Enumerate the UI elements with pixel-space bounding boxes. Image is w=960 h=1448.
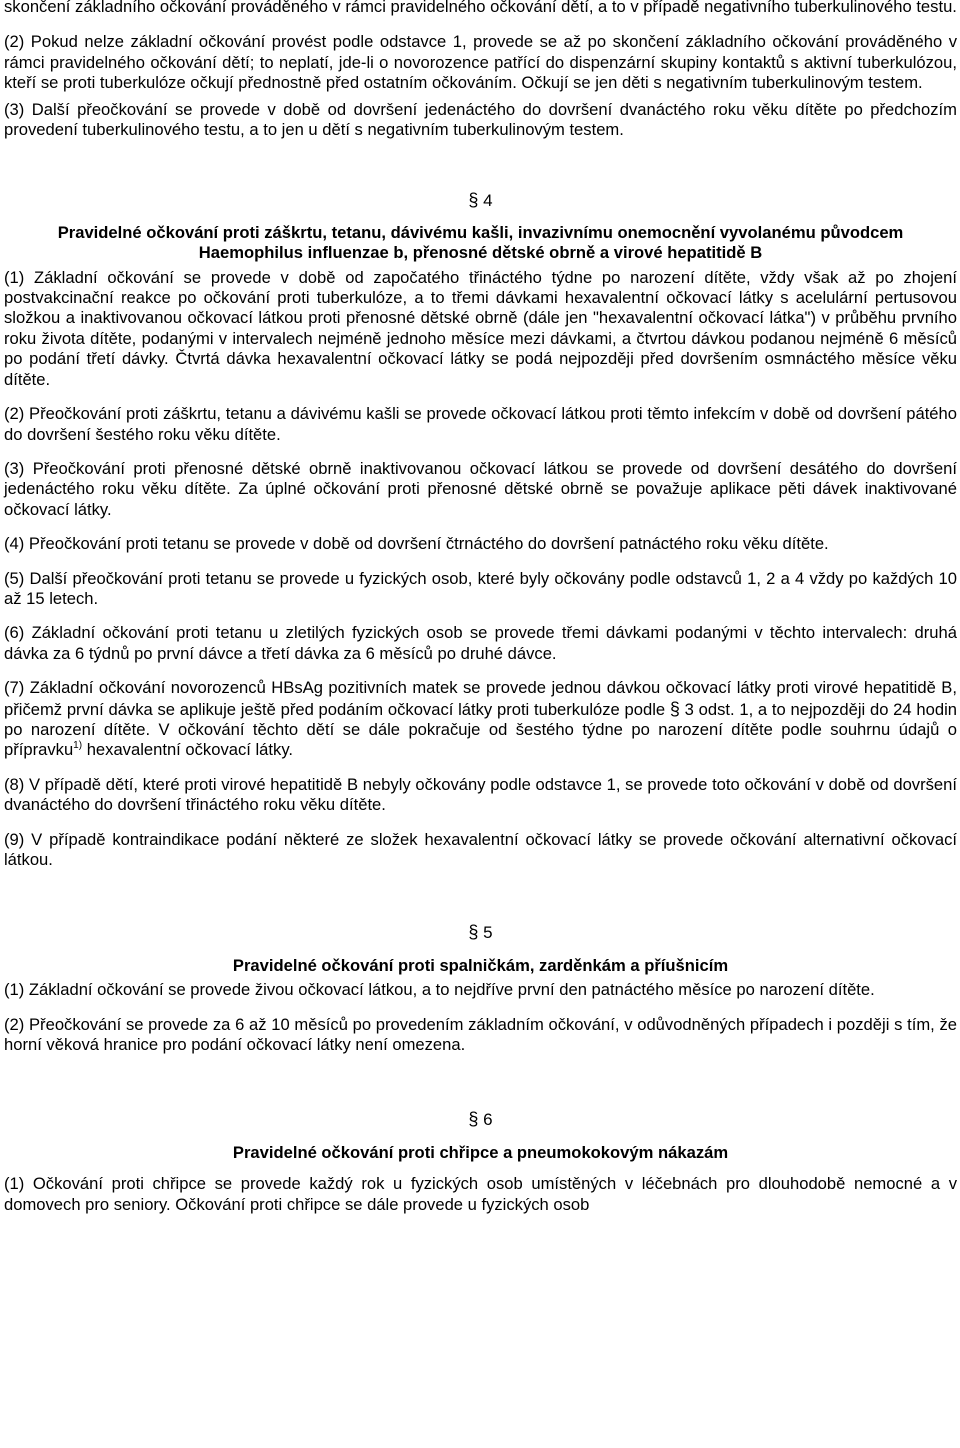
- section-4-number: 4: [483, 191, 493, 211]
- section-6-title: Pravidelné očkování proti chřipce a pneumokokovým nákazám: [232, 1142, 729, 1162]
- paragraph-4-9: (9) V případě kontraindikace podání některé ze složek hexavalentní očkovací látky se provede očkování alternativní očkovací látkou.: [4, 829, 957, 869]
- section-6-heading: [4, 1109, 957, 1130]
- paragraph-4-7-reference: 3 odst. 1: [684, 699, 749, 719]
- paragraph-4-2: (2) Přeočkování proti záškrtu, tetanu a dávivému kašli se provede očkovací látkou proti těmto infekcím v době od dovršení pátého do dovršení šestého roku věku dítěte.: [4, 404, 957, 444]
- section-symbol: §: [468, 922, 479, 943]
- footnote-marker: 1): [73, 740, 83, 752]
- section-6-number: 6: [483, 1110, 493, 1130]
- paragraph-3-2: (2) Pokud nelze základní očkování provést podle odstavce 1, provede se až po skončení základního očkování prováděného v rámci pravidelného očkování dětí; to neplatí, jde-li o novorozence patřící do dispenzární skupiny kontaktů s aktivní tuberkulózou, kteří se proti tuberkulóze očkují přednostně před ostatním očkováním. Očkují se jen děti s negativním tuberkulinovým testem.: [4, 32, 957, 93]
- paragraph-4-1: (1) Základní očkování se provede v době od započatého třináctého týdne po narození dítěte, vždy však až po zhojení postvakcinační reakce po očkování proti tuberkulóze, a to třemi dávkami hexavalentní očkovací látky s acelulární pertusovou složkou a inaktivovanou očkovací látkou proti přenosné dětské obrně (dále jen "hexavalentní očkovací látka") v průběhu prvního roku života dítěte, podanými v intervalech nejméně jednoho měsíce mezi dávkami, a čtvrtou dávkou podanou nejméně 6 měsíců po podání třetí dávky. Čtvrtá dávka hexavalentní očkovací látky se podá nejpozději před dovršením osmnáctého měsíce věku dítěte.: [4, 267, 957, 389]
- paragraph-4-7: [4, 678, 957, 761]
- section-symbol: §: [468, 1109, 479, 1130]
- paragraph-4-7-part-c: hexavalentní očkovací látky.: [82, 740, 293, 760]
- paragraph-4-8: (8) V případě dětí, které proti virové hepatitidě B nebyly očkovány podle odstavce 1, se provede toto očkování v době od dovršení dvanáctého do dovršení třináctého roku věku dítěte.: [4, 774, 957, 815]
- section-5-number: 5: [483, 923, 493, 943]
- paragraph-6-1: (1) Očkování proti chřipce se provede každý rok u fyzických osob umístěných v léčebnách pro dlouhodobě nemocné a v domovech pro seniory. Očkování proti chřipce se dále provede u fyzických osob: [4, 1174, 957, 1214]
- paragraph-3-3: (3) Další přeočkování se provede v době od dovršení jedenáctého do dovršení dvanáctého roku věku dítěte po předchozím provedení tuberkulinového testu, a to jen u dětí s negativním tuberkulinovým testem.: [4, 99, 957, 140]
- paragraph-4-7-part-a: (7) Základní očkování novorozenců HBsAg pozitivních matek se provede jednou dávkou očkovací látky proti virové hepatitidě B, přičemž první dávka se aplikuje ještě před podáním očkovací látky proti tuberkulóze podle: [4, 678, 957, 719]
- section-4-heading: [4, 190, 957, 211]
- document-page: [4, 0, 957, 1215]
- section-symbol: §: [468, 190, 479, 211]
- paragraph-5-2: (2) Přeočkování se provede za 6 až 10 měsíců po provedením základním očkování, v odůvodněných případech i později s tím, že horní věková hranice pro podání očkovací látky není omezena.: [4, 1014, 957, 1055]
- paragraph-4-5: (5) Další přeočkování proti tetanu se provede u fyzických osob, které byly očkovány podle odstavců 1, 2 a 4 vždy po každých 10 až 15 letech.: [4, 568, 957, 608]
- paragraph-4-4: (4) Přeočkování proti tetanu se provede v době od dovršení čtrnáctého do dovršení patnáctého roku věku dítěte.: [4, 534, 829, 554]
- paragraph-4-6: (6) Základní očkování proti tetanu u zletilých fyzických osob se provede třemi dávkami podanými v těchto intervalech: druhá dávka za 6 týdnů po první dávce a třetí dávka za 6 měsíců po druhé dávce.: [4, 623, 957, 663]
- paragraph-4-3: (3) Přeočkování proti přenosné dětské obrně inaktivovanou očkovací látkou se provede od dovršení desátého do dovršení jedenáctého roku věku dítěte. Za úplné očkování proti přenosné dětské obrně se považuje aplikace pěti dávek inaktivované očkovací látky.: [4, 458, 957, 519]
- section-4-title: Pravidelné očkování proti záškrtu, tetanu, dávivému kašli, invazivnímu onemocnění vyvolanému původcem Haemophilus influenzae b, přenosné dětské obrně a virové hepatitidě B: [57, 222, 904, 263]
- section-5-title: Pravidelné očkování proti spalničkám, zarděnkám a příušnicím: [232, 955, 729, 975]
- section-symbol: §: [669, 698, 680, 719]
- paragraph-4-7-part-b: , a to nejpozději do 24 hodin po narození dítěte. V očkování těchto dětí se dále pokračuje od šestého týdne po narození dítěte podle souhrnu údajů o přípravku: [4, 699, 957, 760]
- section-5-heading: [4, 922, 957, 943]
- paragraph-continuation: skončení základního očkování prováděného v rámci pravidelného očkování dětí, a to v případě negativního tuberkulinového testu.: [4, 0, 957, 16]
- paragraph-5-1: (1) Základní očkování se provede živou očkovací látkou, a to nejdříve první den patnáctého měsíce po narození dítěte.: [4, 980, 875, 1000]
